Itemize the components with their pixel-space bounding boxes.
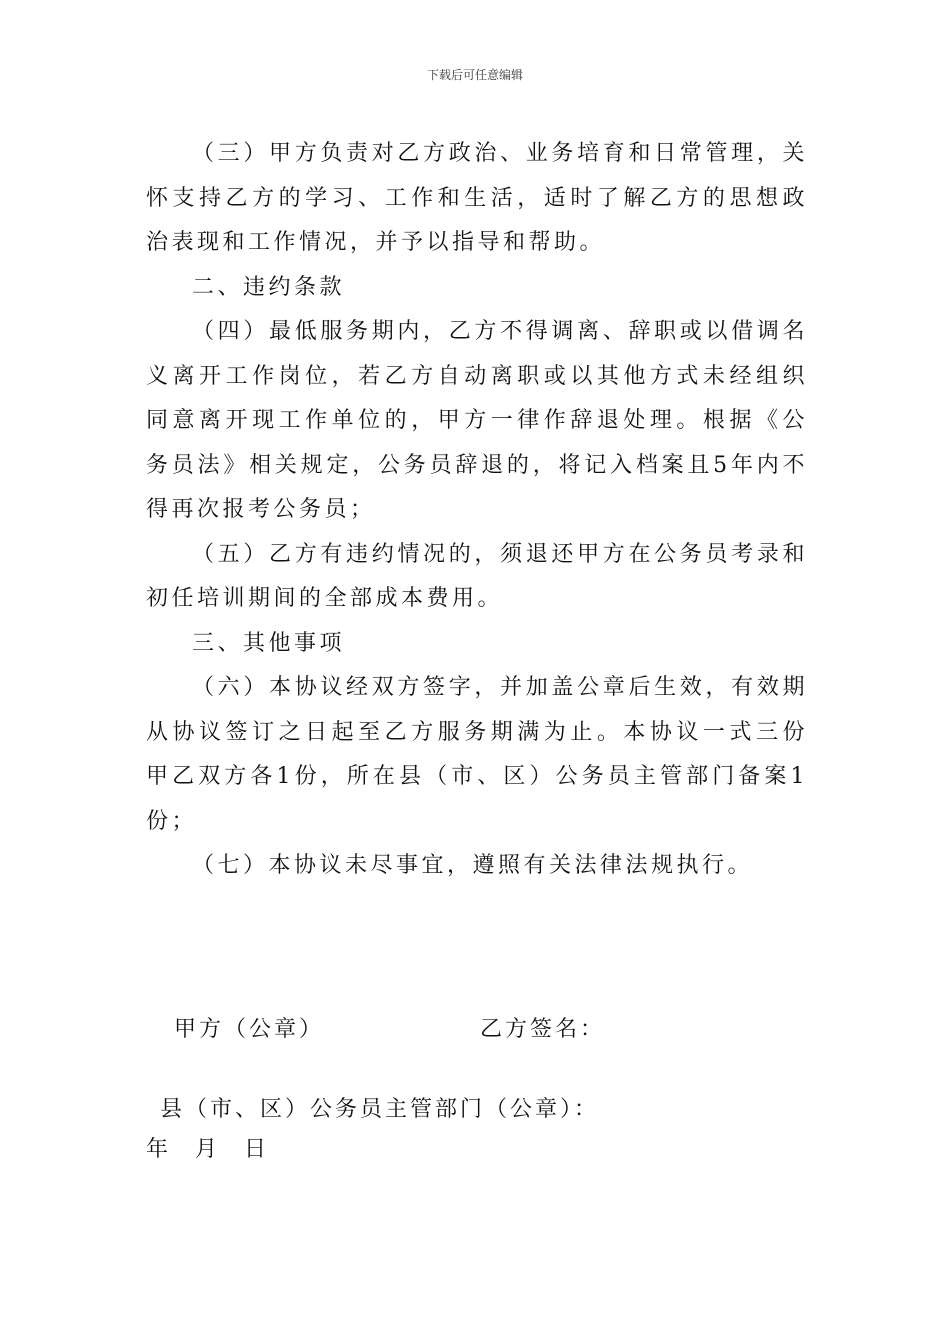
document-body bbox=[146, 132, 808, 889]
party-b-signature-label: 乙方签名： bbox=[480, 1017, 606, 1042]
clause-5-paragraph: （五）乙方有违约情况的，须退还甲方在公务员考录和初任培训期间的全部成本费用。 bbox=[146, 541, 808, 611]
date-line: 年 月 日 bbox=[146, 1137, 269, 1162]
clause-4-paragraph: （四）最低服务期内，乙方不得调离、辞职或以借调名义离开工作岗位，若乙方自动离职或以其他方式未经组织同意离开现工作单位的，甲方一律作辞退处理。根据《公务员法》相关规定，公务员辞退的，将记入档案且5年内不得再次报考公务员； bbox=[146, 319, 808, 522]
clause-7-paragraph: （七）本协议未尽事宜，遵照有关法律法规执行。 bbox=[192, 853, 754, 878]
department-seal-label: 县（市、区）公务员主管部门（公章）： bbox=[160, 1097, 600, 1122]
section-2-heading: 二、违约条款 bbox=[192, 274, 346, 300]
clause-3-paragraph: （三）甲方负责对乙方政治、业务培育和日常管理，关怀支持乙方的学习、工作和生活，适时了解乙方的思想政治表现和工作情况，并予以指导和帮助。 bbox=[146, 141, 808, 255]
party-a-seal-label: 甲方（公章） bbox=[174, 1017, 325, 1042]
page-header-note: 下载后可任意编辑 bbox=[426, 68, 523, 82]
clause-6-paragraph: （六）本协议经双方签字，并加盖公章后生效，有效期从协议签订之日起至乙方服务期满为止。本协议一式三份甲乙双方各1份，所在县（市、区）公务员主管部门备案1份； bbox=[146, 675, 808, 834]
section-3-heading: 三、其他事项 bbox=[192, 630, 346, 656]
